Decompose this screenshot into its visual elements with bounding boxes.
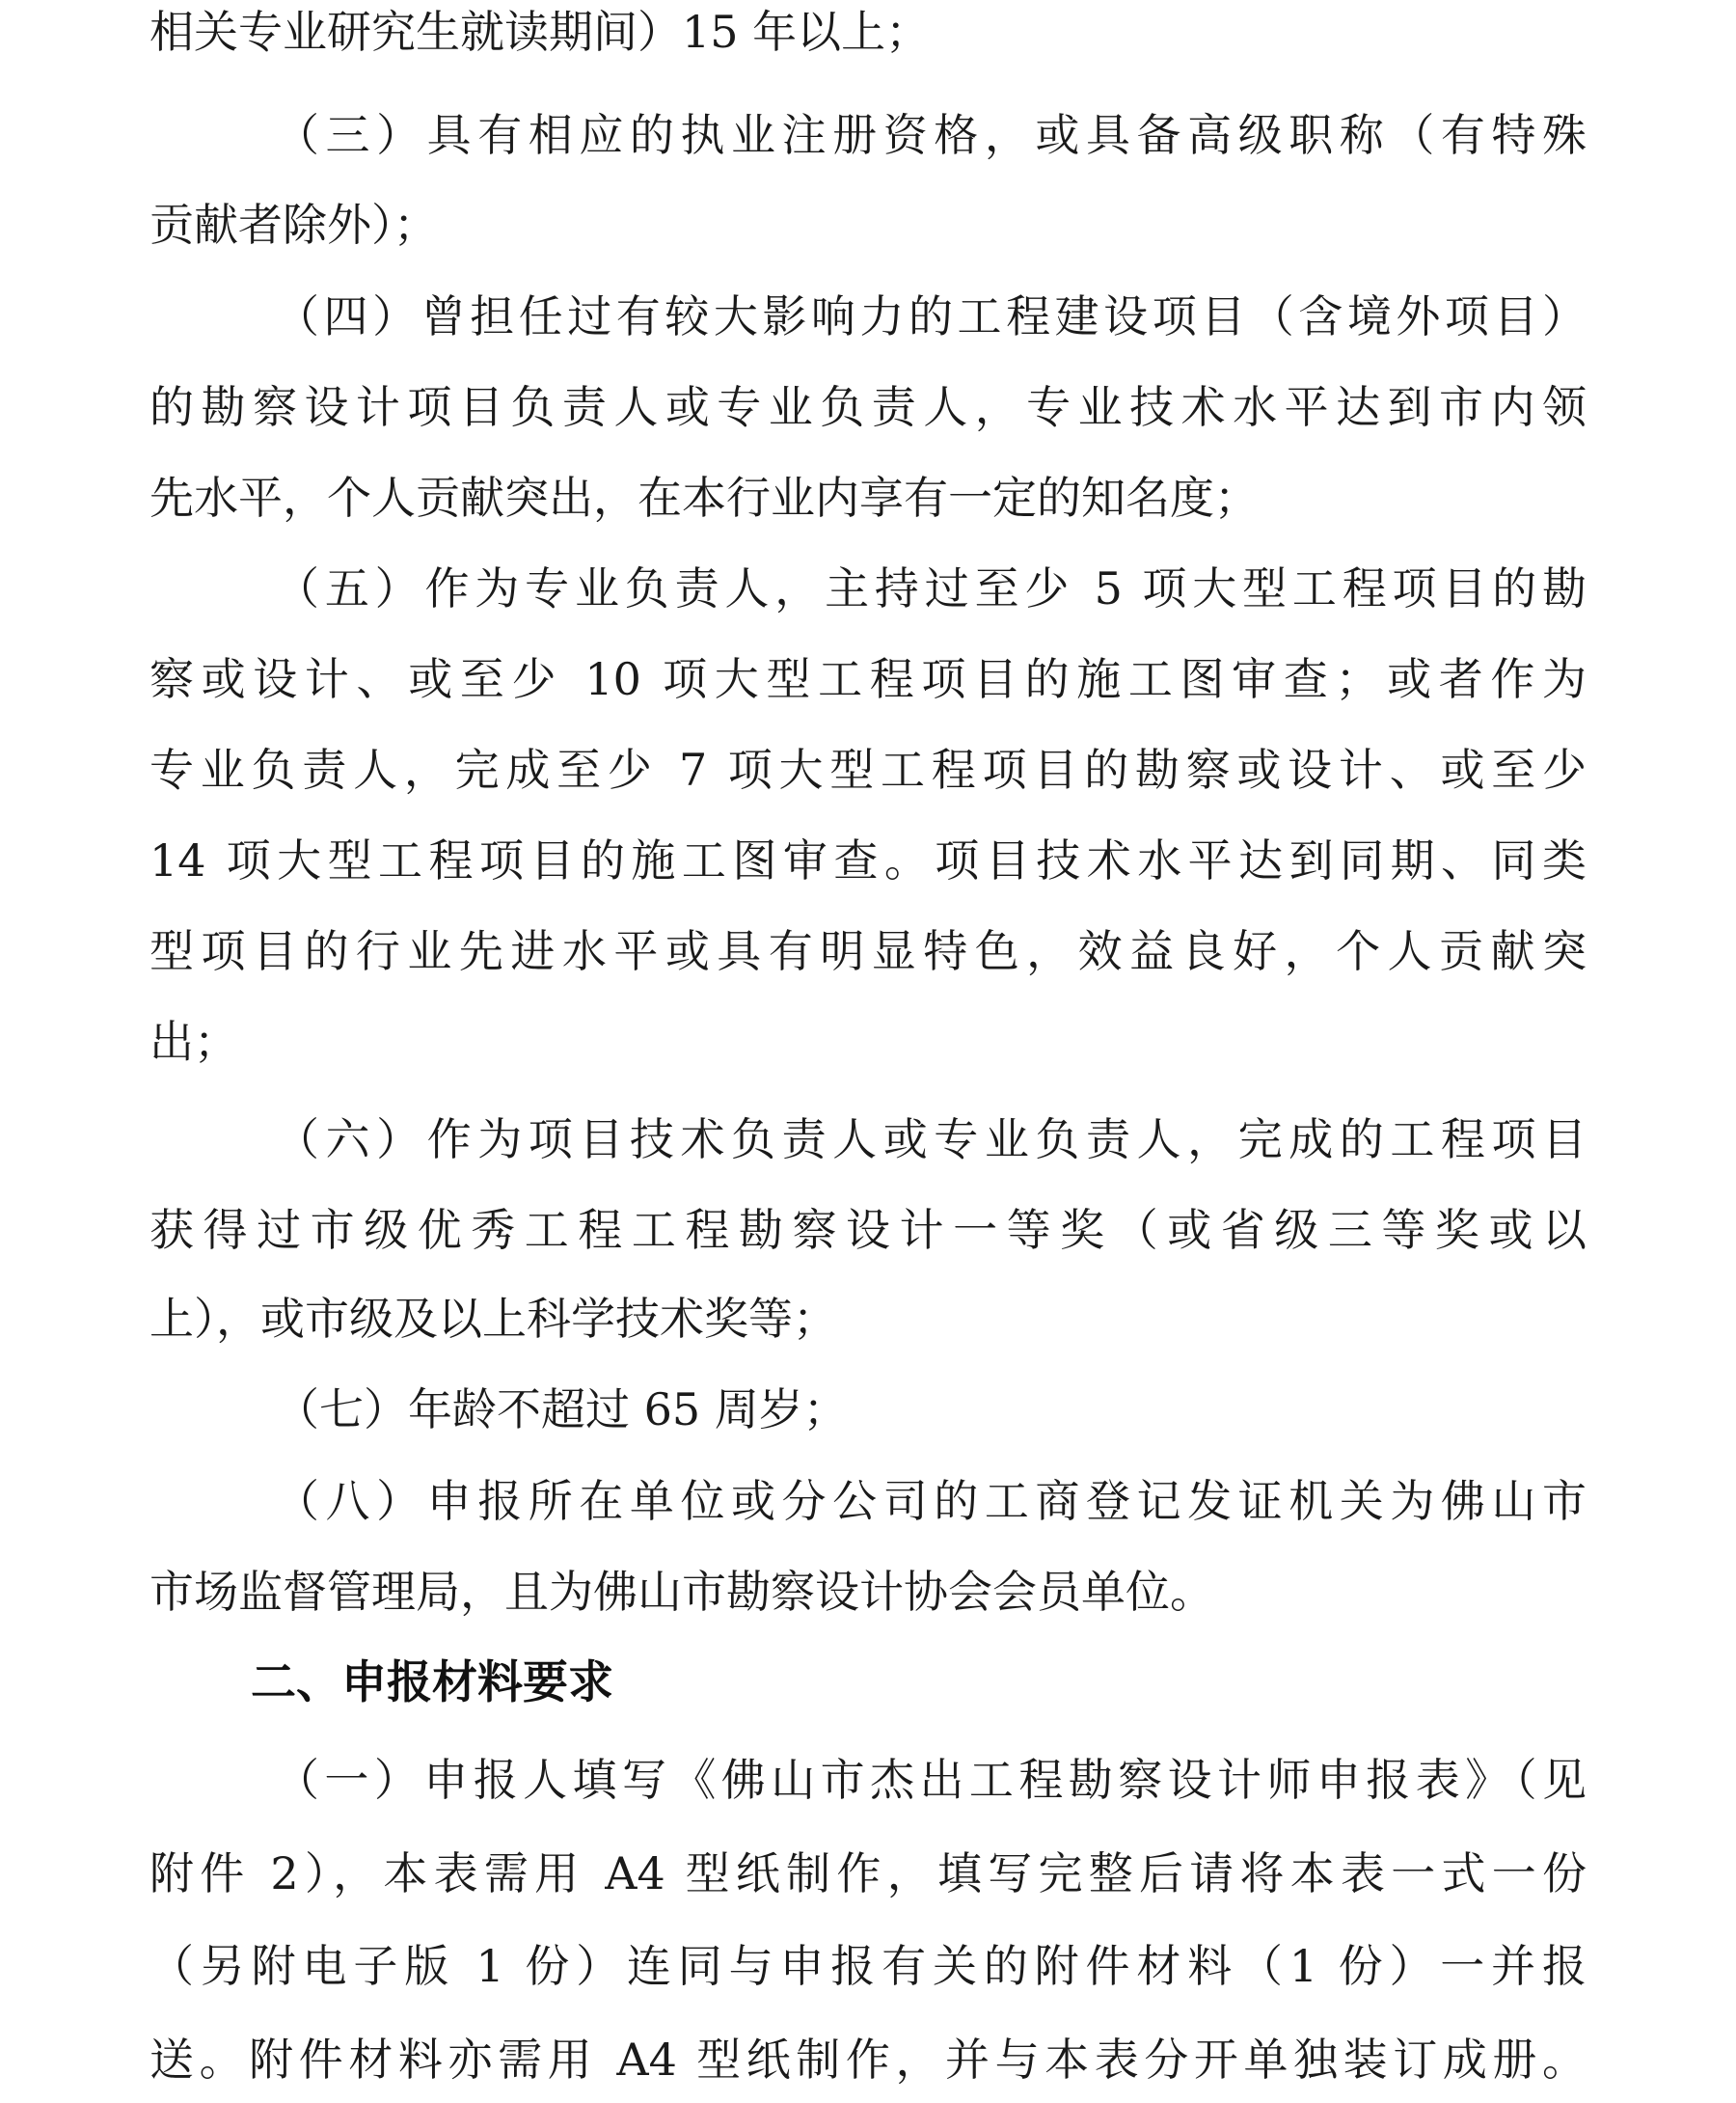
text-line: 先水平，个人贡献突出，在本行业内享有一定的知名度；	[149, 472, 1259, 524]
section-heading: 二、申报材料要求	[251, 1656, 613, 1709]
text-line: 型项目的行业先进水平或具有明显特色，效益良好，个人贡献突	[149, 925, 1587, 977]
text-line: （七）年龄不超过 65 周岁；	[275, 1383, 848, 1435]
text-line: （另附电子版 1 份）连同与申报有关的附件材料（1 份）一并报	[149, 1940, 1587, 1992]
text-line: 专业负责人，完成至少 7 项大型工程项目的勘察或设计、或至少	[149, 744, 1587, 796]
text-line: 市场监督管理局，且为佛山市勘察设计协会会员单位。	[149, 1566, 1214, 1618]
text-line: （三）具有相应的执业注册资格，或具备高级职称（有特殊	[275, 109, 1587, 161]
text-line: （四）曾担任过有较大影响力的工程建设项目（含境外项目）	[275, 290, 1587, 342]
text-line: （五）作为专业负责人，主持过至少 5 项大型工程项目的勘	[275, 562, 1587, 615]
text-line: 察或设计、或至少 10 项大型工程项目的施工图审查；或者作为	[149, 653, 1587, 705]
text-line: 的勘察设计项目负责人或专业负责人，专业技术水平达到市内领	[149, 381, 1587, 433]
text-line: 14 项大型工程项目的施工图审查。项目技术水平达到同期、同类	[149, 834, 1587, 887]
text-line: 出；	[149, 1016, 238, 1068]
text-line: 附件 2），本表需用 A4 型纸制作，填写完整后请将本表一式一份	[149, 1847, 1587, 1899]
text-line: 获得过市级优秀工程工程勘察设计一等奖（或省级三等奖或以	[149, 1204, 1587, 1256]
text-line: 送。附件材料亦需用 A4 型纸制作，并与本表分开单独装订成册。	[149, 2034, 1587, 2086]
text-line: （八）申报所在单位或分公司的工商登记发证机关为佛山市	[275, 1475, 1587, 1527]
text-line: 上），或市级及以上科学技术奖等；	[149, 1293, 837, 1345]
text-line: （一）申报人填写《佛山市杰出工程勘察设计师申报表》（见	[275, 1754, 1587, 1806]
text-line: （六）作为项目技术负责人或专业负责人，完成的工程项目	[275, 1113, 1587, 1165]
text-line: 贡献者除外）；	[149, 199, 438, 251]
text-line: 相关专业研究生就读期间）15 年以上；	[149, 6, 931, 58]
